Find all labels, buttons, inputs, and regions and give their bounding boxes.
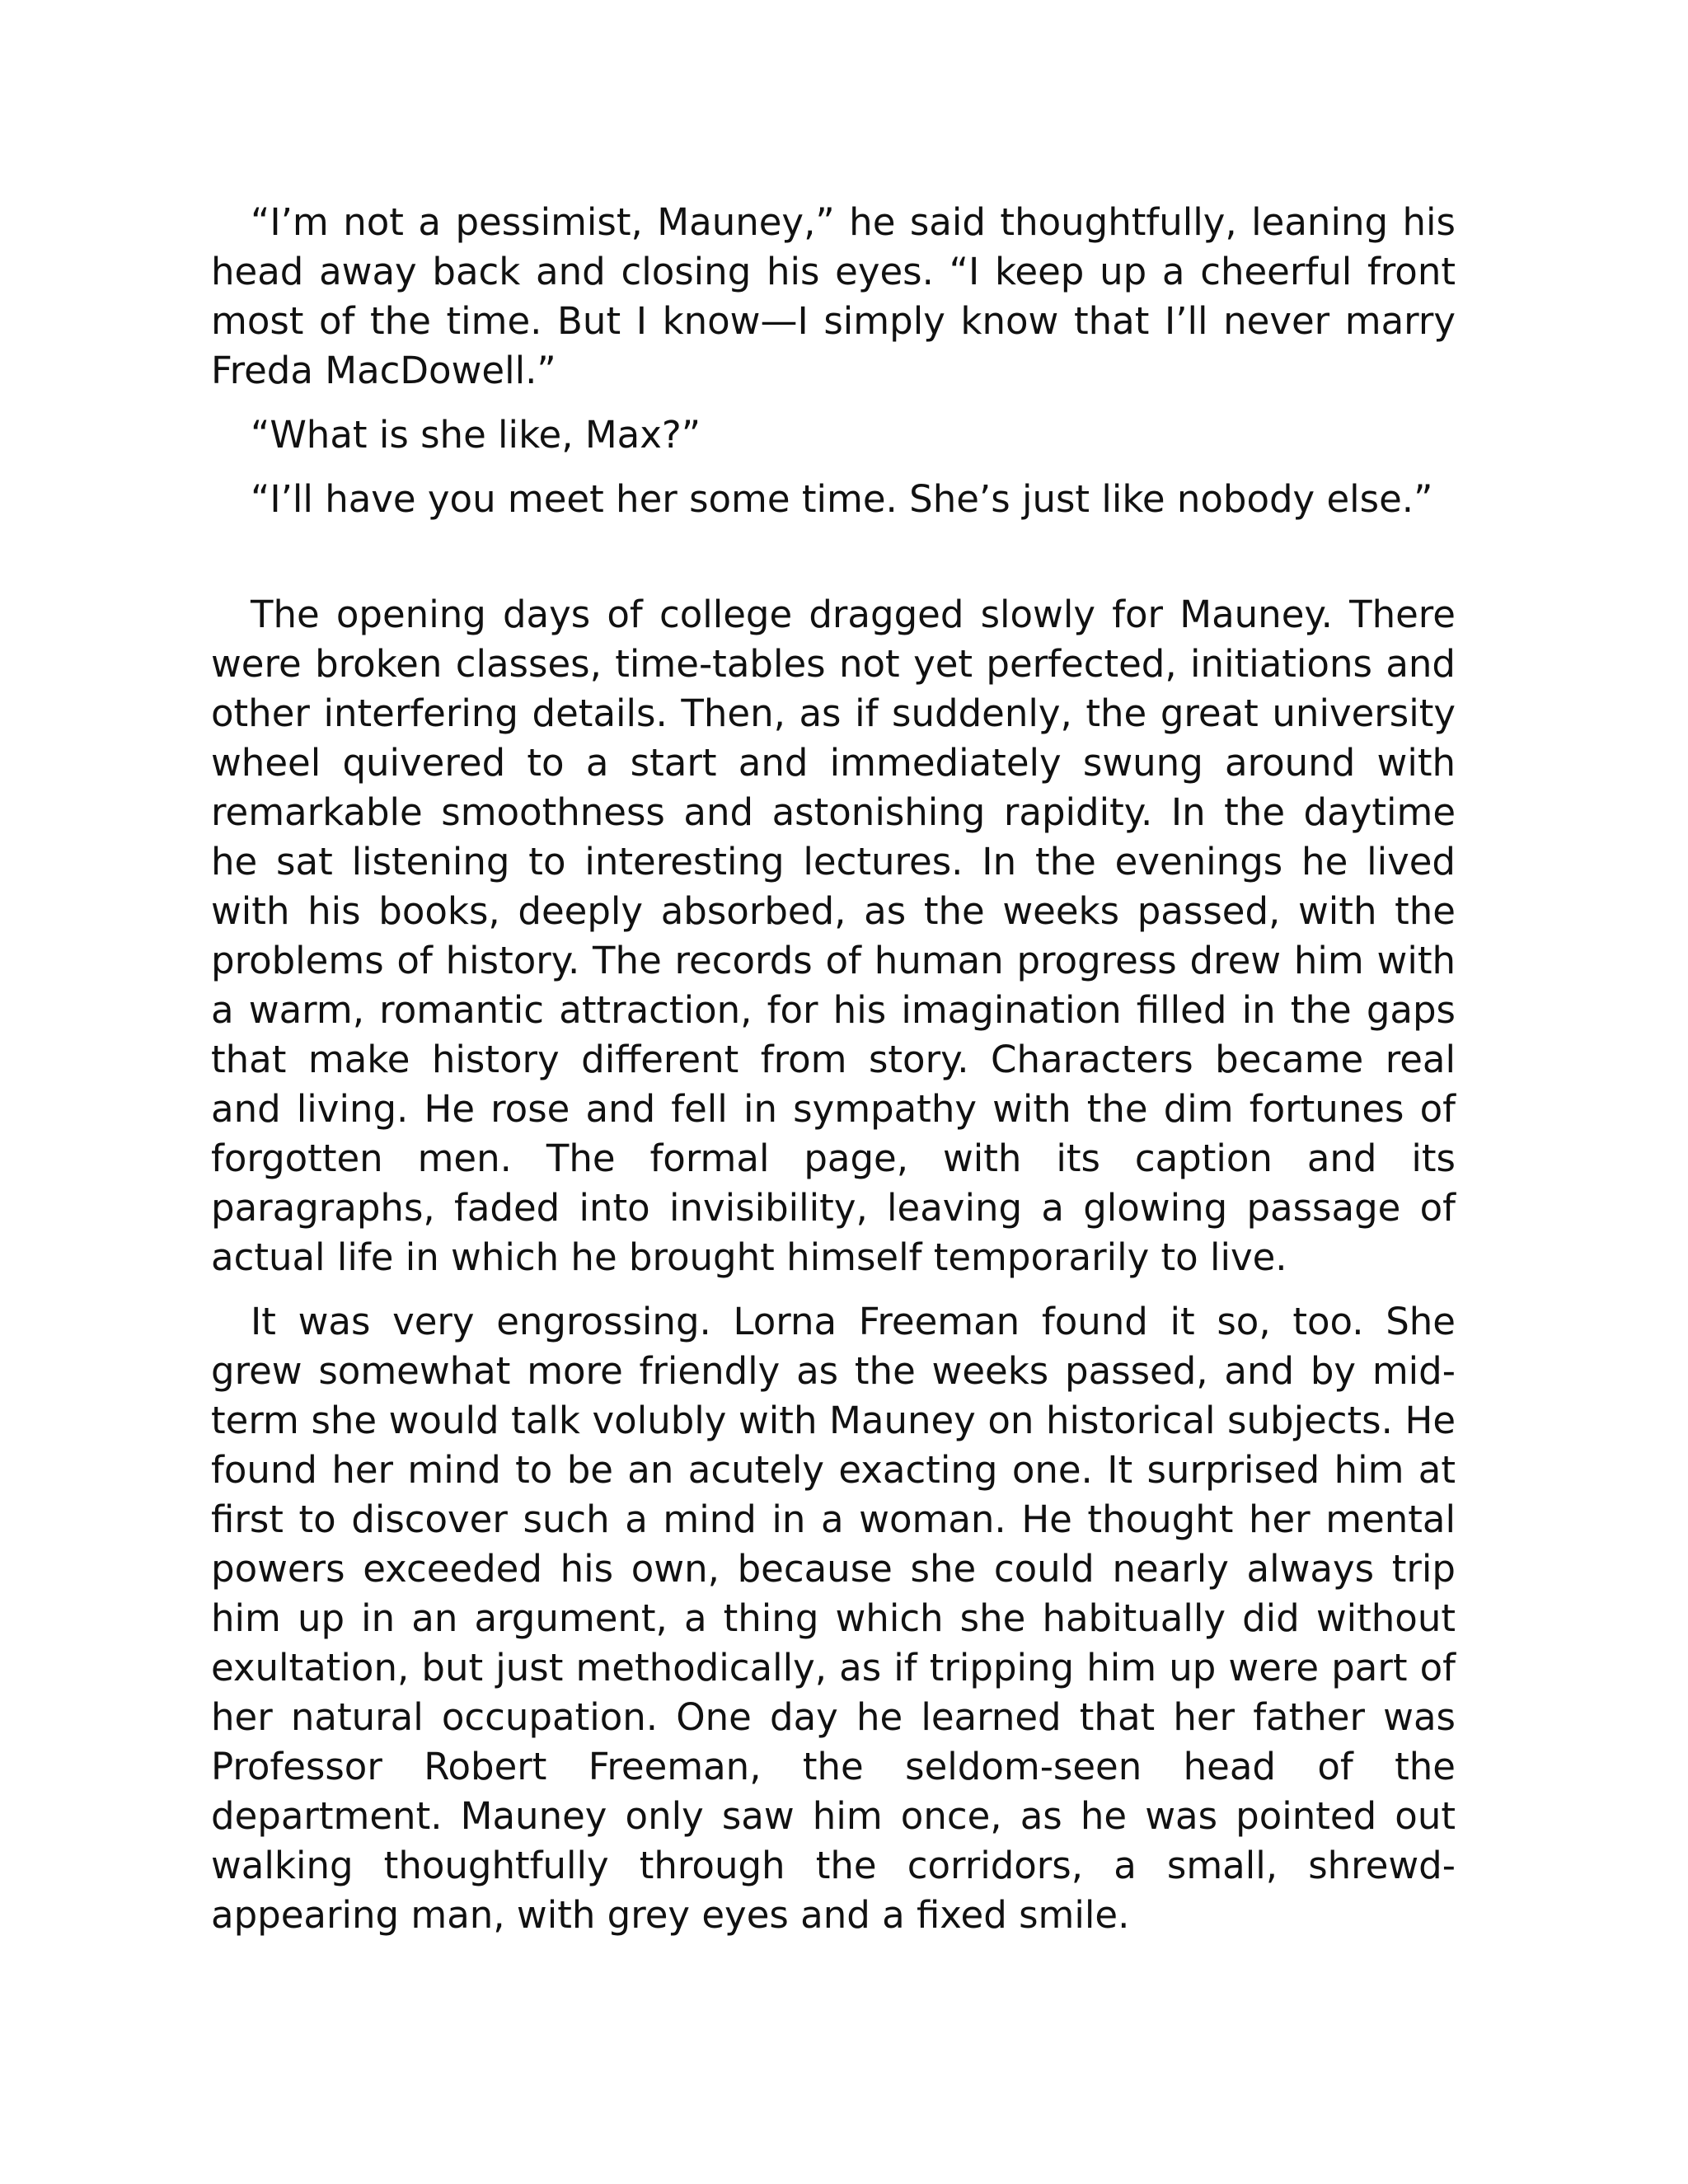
paragraph-what-is-she-like: “What is she like, Max?” <box>251 413 701 457</box>
section-break <box>211 539 1456 590</box>
paragraph-meet-her: “I’ll have you meet her some time. She’s just like nobody else.” <box>251 477 1433 521</box>
text-column <box>211 198 1456 1955</box>
paragraph-pessimist: “I’m not a pessimist, Mauney,” he said thoughtfully, leaning his head away back and closing his eyes. “I keep up a cheerful front most of the time. But I know—I simply know that I’ll never marry Freda MacDowell.” <box>211 200 1456 392</box>
paragraph-opening-days: The opening days of college dragged slowly for Mauney. There were broken classes, time-tables not yet perfected, initiations and other interfering details. Then, as if suddenly, the great university wheel quivered to a start and immediately swung around with remarkable smoothness and astonishing rapidity. In the daytime he sat listening to interesting lectures. In the evenings he lived with his books, deeply absorbed, as the weeks passed, with the problems of history. The records of human progress drew him with a warm, romantic attraction, for his imagination filled in the gaps that make history different from story. Characters became real and living. He rose and fell in sympathy with the dim fortunes of forgotten men. The formal page, with its caption and its paragraphs, faded into invisibility, leaving a glowing passage of actual life in which he brought himself temporarily to live. <box>211 593 1456 1279</box>
paragraph-engrossing: It was very engrossing. Lorna Freeman found it so, too. She grew somewhat more friendly as the weeks passed, and by mid-term she would talk volubly with Mauney on historical subjects. He found her mind to be an acutely exacting one. It surprised him at first to discover such a mind in a woman. He thought her mental powers exceeded his own, because she could nearly always trip him up in an argument, a thing which she habitually did without exultation, but just methodically, as if tripping him up were part of her natural occupation. One day he learned that her father was Professor Robert Freeman, the seldom-seen head of the department. Mauney only saw him once, as he was pointed out walking thoughtfully through the corridors, a small, shrewd-appearing man, with grey eyes and a fixed smile. <box>211 1300 1456 1937</box>
